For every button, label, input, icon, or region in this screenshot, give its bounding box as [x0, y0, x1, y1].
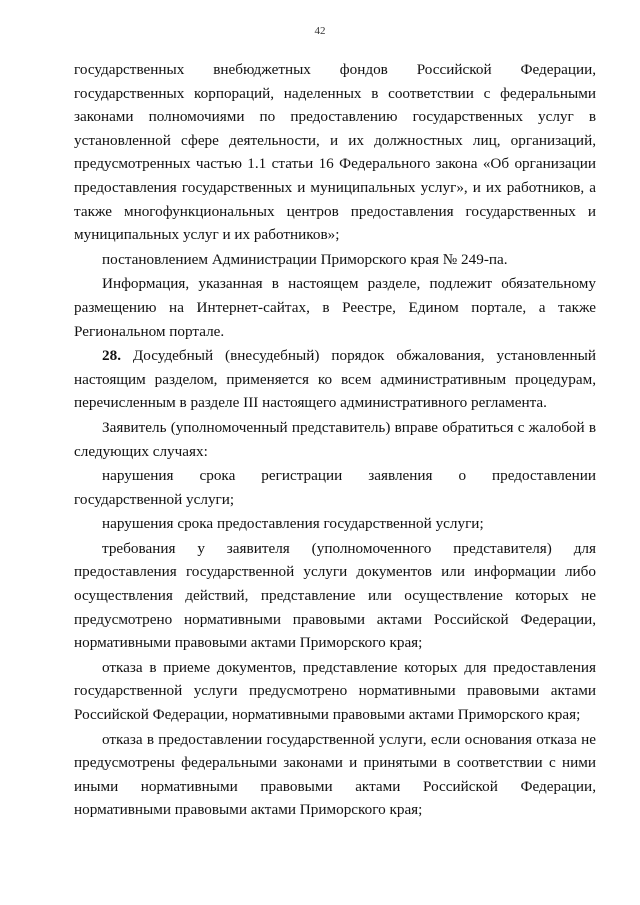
list-item-document-requirement: требования у заявителя (уполномоченного представителя) для предоставления государственной услуги документов или информации либо осуществления действий, представление или осуществление которых не предусмотрено нормативными правовыми актами Российской Федерации, нормативными правовыми актами Приморского края;	[74, 539, 596, 652]
list-item-term-violation: нарушения срока предоставления государственной услуги;	[102, 515, 484, 533]
list-item-acceptance-refusal: отказа в приеме документов, представление которых для предоставления государственной услуги предусмотрено нормативными правовыми актами Российской Федерации, нормативными правовыми актами Приморского края;	[74, 658, 596, 724]
page-number: 42	[314, 25, 326, 37]
paragraph-resolution: постановлением Администрации Приморского края № 249-па.	[102, 250, 508, 268]
paragraph-complaint-cases: Заявитель (уполномоченный представитель) вправе обратиться с жалобой в следующих случаях:	[74, 418, 596, 460]
list-item-service-refusal: отказа в предоставлении государственной услуги, если основания отказа не предусмотрены федеральными законами и принятыми в соответствии с ними иными нормативными правовыми актами Российской Федерации, нормативными правовыми актами Приморского края;	[74, 730, 596, 819]
paragraph-continuation: государственных внебюджетных фондов Российской Федерации, государственных корпораций, наделенных в соответствии с федеральными законами полномочиями по предоставлению государственных услуг в установленной сфере деятельности, и их должностных лиц, организаций, предусмотренных частью 1.1 статьи 16 Федерального закона «Об организации предоставления государственных и муниципальных услуг», и их работников, а также многофункциональных центров предоставления государственных и муниципальных услуг и их работников»;	[74, 61, 596, 244]
list-item-registration-violation: нарушения срока регистрации заявления о предоставлении государственной услуги;	[74, 467, 596, 508]
section-28-text: Досудебный (внесудебный) порядок обжалования, установленный настоящим разделом, применяется ко всем административным процедурам, перечисленным в разделе III настоящего административного регламента.	[74, 347, 596, 412]
section-number: 28.	[102, 347, 121, 365]
paragraph-information: Информация, указанная в настоящем разделе, подлежит обязательному размещению на Интернет-сайтах, в Реестре, Едином портале, а также Региональном портале.	[74, 275, 596, 340]
paragraph-section-28	[74, 344, 596, 415]
document-body	[74, 58, 596, 822]
